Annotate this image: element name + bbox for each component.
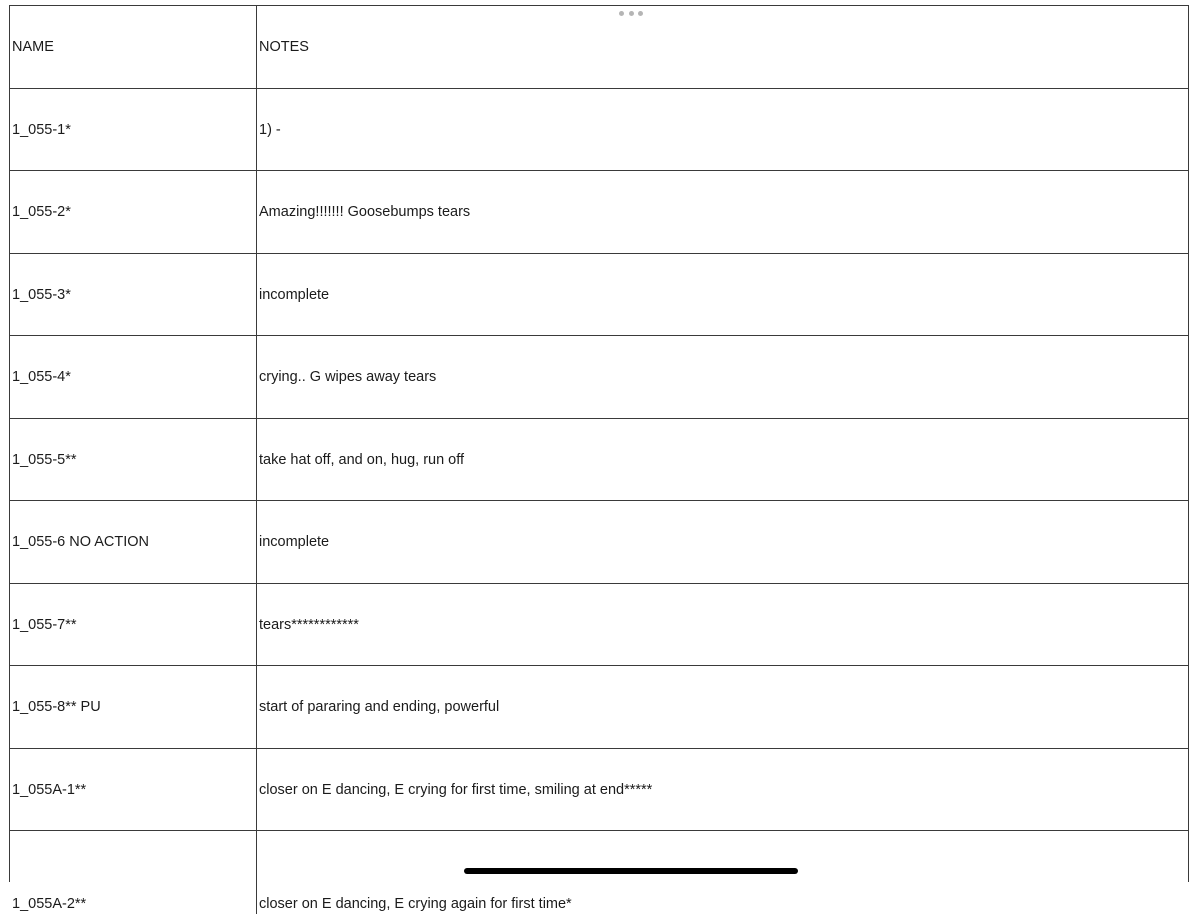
table-row	[10, 419, 1188, 502]
table-row	[10, 584, 1188, 667]
name-cell[interactable]: 1_055-1*	[10, 89, 257, 171]
table-row	[10, 336, 1188, 419]
name-cell[interactable]: 1_055-4*	[10, 336, 257, 418]
name-cell[interactable]: 1_055-3*	[10, 254, 257, 336]
column-header-notes: NOTES	[259, 39, 309, 56]
notes-cell[interactable]: incomplete	[259, 534, 330, 551]
table-header-row	[10, 6, 1188, 89]
table-row	[10, 749, 1188, 832]
table-row	[10, 89, 1188, 172]
name-cell[interactable]: 1_055-6 NO ACTION	[10, 501, 257, 583]
home-indicator-bar[interactable]	[464, 868, 798, 874]
notes-cell[interactable]: closer on E dancing, E crying for first time, smiling at end*****	[259, 781, 653, 798]
name-cell[interactable]: 1_055-5**	[10, 419, 257, 501]
name-cell[interactable]: 1_055A-2**	[10, 831, 257, 914]
notes-cell[interactable]: tears************	[259, 616, 359, 633]
notes-cell[interactable]: start of pararing and ending, powerful	[259, 699, 500, 716]
column-header-name: NAME	[10, 6, 257, 88]
name-cell[interactable]: 1_055-2*	[10, 171, 257, 253]
name-cell[interactable]: 1_055A-1**	[10, 749, 257, 831]
table-row	[10, 171, 1188, 254]
notes-cell[interactable]: Amazing!!!!!!! Goosebumps tears	[259, 204, 471, 221]
notes-cell[interactable]: take hat off, and on, hug, run off	[259, 451, 465, 468]
table-row	[10, 501, 1188, 584]
table-row	[10, 666, 1188, 749]
table-row	[10, 254, 1188, 337]
name-cell[interactable]: 1_055-8** PU	[10, 666, 257, 748]
notes-cell[interactable]: 1) -	[259, 121, 281, 138]
notes-cell[interactable]: incomplete	[259, 286, 330, 303]
name-cell[interactable]: 1_055-7**	[10, 584, 257, 666]
notes-table	[9, 5, 1189, 912]
notes-cell[interactable]: closer on E dancing, E crying again for first time*	[259, 895, 572, 912]
notes-cell[interactable]: crying.. G wipes away tears	[259, 369, 437, 386]
